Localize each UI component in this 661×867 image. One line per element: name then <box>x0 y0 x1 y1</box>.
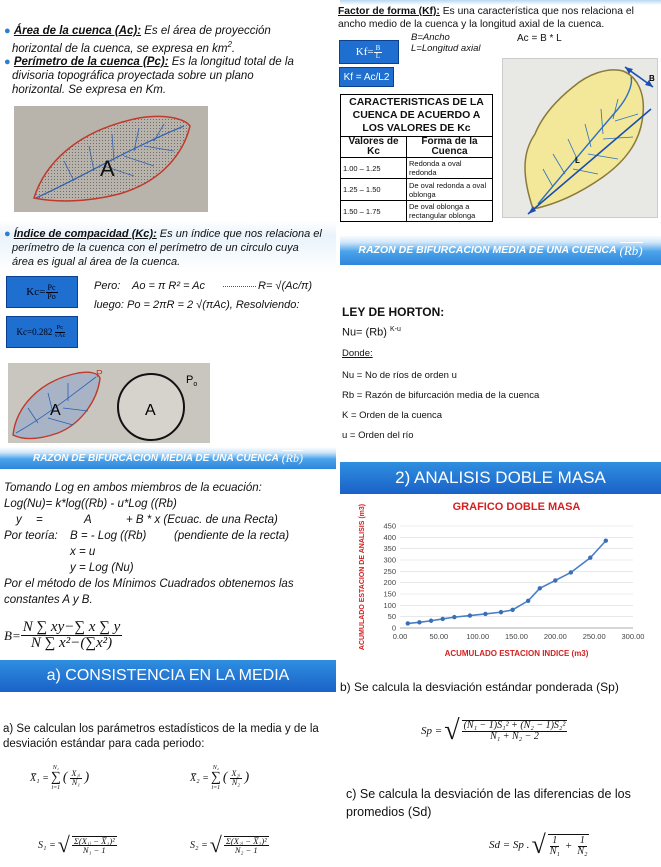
sd-line1: c) Se calcula la desviación de las diferencias de los <box>346 787 631 801</box>
sd-d2: N₂ <box>577 845 588 857</box>
data-point <box>569 570 573 574</box>
sd-radicand <box>548 834 590 857</box>
kc-table <box>340 136 493 222</box>
doble-masa-banner: 2) ANALISIS DOBLE MASA <box>340 462 661 494</box>
data-point <box>468 613 472 617</box>
list-item: Nu = No de ríos de orden u <box>342 370 457 381</box>
bullet-icon: ● <box>4 228 11 240</box>
kf-num: B <box>375 43 381 52</box>
table-header: Forma de la Cuenca <box>407 137 493 158</box>
razon-right-banner-text: RAZON DE BIFURCACION MEDIA DE UNA CUENCA <box>358 244 617 256</box>
nu-text: Nu= (Rb) <box>342 326 387 339</box>
perimetro-text3: horizontal. Se expresa en Km. <box>12 84 167 96</box>
paren-icon: ) <box>244 770 250 785</box>
x2-bot: i=1 <box>211 785 221 791</box>
line-a: A <box>84 514 92 526</box>
sqrt-icon: √ <box>531 830 546 859</box>
sp-text: b) Se calcula la desviación estándar ponderada (Sp) <box>340 680 619 694</box>
x1-den: N₁ <box>71 777 81 787</box>
bullet-icon: ● <box>4 56 11 68</box>
area-text1: Es el área de proyección <box>141 25 271 37</box>
x2-sum <box>211 765 221 791</box>
kc-den: Po <box>47 291 56 301</box>
razon-left-banner <box>0 447 336 469</box>
list-item: u = Orden del río <box>342 430 414 441</box>
leaf-area-label: A <box>100 156 115 181</box>
paren-icon: ( <box>62 770 68 785</box>
chart-svg <box>340 494 661 664</box>
area-text2: horizontal de la cuenca, se expresa en km <box>12 42 228 55</box>
s2-formula <box>190 832 269 858</box>
line-rest: + B * x (Ecuac. de una Recta) <box>126 514 278 526</box>
x-tick-label: 200.00 <box>543 632 567 641</box>
x-tick-label: 50.00 <box>429 632 449 641</box>
kf-fraction <box>374 45 383 60</box>
data-point <box>499 610 503 614</box>
b-num: N ∑ xy−∑ x ∑ y <box>22 619 121 635</box>
kf-den: L <box>375 51 381 60</box>
data-point <box>441 617 445 621</box>
line-equation <box>4 512 334 528</box>
x2-lhs: X̅₂ = <box>190 772 209 784</box>
kf-formula-box <box>339 40 399 64</box>
forma-text2: ancho medio de la cuenca y la longitud axial de la cuenca. <box>338 19 605 30</box>
table-row <box>341 158 493 179</box>
kc-table-wrap <box>340 94 493 222</box>
luego-formula: luego: Po = 2πR = 2 √(πAc), Resolviendo: <box>94 299 300 311</box>
ao-formula: Ao = π R² = Ac <box>132 280 205 292</box>
kc2-den: √Ac <box>54 331 66 339</box>
forma-defs <box>411 32 480 54</box>
paren-icon: ( <box>222 770 228 785</box>
kc-lhs: Kc= <box>26 286 46 298</box>
sp-den: N₁ + N₂ − 2 <box>490 731 539 742</box>
forma-title: Factor de forma (Kf): <box>338 6 440 17</box>
b-definition: B=Ancho <box>411 32 450 43</box>
teoria-note: (pendiente de la recta) <box>174 530 290 542</box>
perimetro-text1: Es la longitud total de la <box>168 56 294 68</box>
x-tick-label: 0.00 <box>392 632 408 641</box>
table-cell: Redonda a oval redonda <box>407 158 493 179</box>
sqrt-icon: √ <box>57 832 70 857</box>
s2-lhs: S₂ = <box>190 839 208 851</box>
perimetro-title: Perímetro de la cuenca (Pc): <box>13 56 169 68</box>
kc-title-line: CARACTERISTICAS DE LA <box>349 96 484 108</box>
circle-a1-label: A <box>50 402 61 419</box>
data-point <box>588 556 592 560</box>
compacidad-definition <box>4 227 334 269</box>
circle-p-label: P <box>96 369 103 380</box>
leaf-circle-icon <box>8 363 210 443</box>
data-point <box>452 615 456 619</box>
table-row <box>341 201 493 222</box>
table-cell: 1.00 – 1.25 <box>341 158 407 179</box>
x2-top: N₂ <box>212 765 219 771</box>
kc-table-title <box>340 94 493 136</box>
y-tick-label: 450 <box>383 521 396 531</box>
data-point <box>510 608 514 612</box>
forma-text1: Es una característica que nos relaciona el <box>439 6 634 17</box>
log-intro: Tomando Log en ambos miembros de la ecuación: <box>4 482 262 494</box>
bullet-icon: ● <box>4 25 11 37</box>
r-formula: R= √(Ac/π) <box>258 280 313 292</box>
doble-masa-chart <box>340 494 661 664</box>
b-formula <box>4 620 122 651</box>
table-cell: 1.50 – 1.75 <box>341 201 407 222</box>
area-definition <box>4 24 334 56</box>
compacidad-text2: perímetro de la cuenca con el perímetro de un circulo cuya <box>12 242 299 254</box>
log-equation: Log(Nu)= k*log((Rb) - u*Log ((Rb) <box>4 498 177 510</box>
consistencia-text <box>3 722 337 752</box>
b-lhs: B= <box>4 627 21 643</box>
consistencia-banner: a) CONSISTENCIA EN LA MEDIA <box>0 660 336 692</box>
razon-right-banner <box>340 235 661 265</box>
pero-label: Pero: <box>94 280 121 292</box>
y-tick-label: 0 <box>391 623 396 633</box>
compacidad-text3: área es igual al área de la cuenca. <box>12 256 181 268</box>
data-point <box>538 586 542 590</box>
consistencia-line1: a) Se calculan los parámetros estadísticos de la media y de la <box>3 723 319 735</box>
kc2-fraction <box>52 325 67 339</box>
data-point <box>483 612 487 616</box>
b-fraction <box>21 620 123 651</box>
donde-label: Donde: <box>342 348 373 359</box>
area-sup: 2 <box>227 40 232 49</box>
area-end: . <box>231 42 236 55</box>
sqrt-icon: √ <box>444 715 460 746</box>
data-point <box>604 539 608 543</box>
table-row <box>341 179 493 201</box>
sigma-icon: ∑ <box>210 770 221 785</box>
x-tick-label: 100.00 <box>466 632 490 641</box>
sd-text <box>346 785 631 821</box>
y-tick-label: 300 <box>383 555 396 565</box>
x2-den: N₂ <box>231 777 241 787</box>
kc-title-line: LOS VALORES DE Kc <box>362 122 471 134</box>
sd-lhs: Sd = Sp . <box>489 839 530 851</box>
line-y: y <box>16 514 22 526</box>
circle-po-label: $P_o$ <box>186 374 198 388</box>
list-item: Rb = Razón de bifurcación media de la cuenca <box>342 390 540 401</box>
x-tick-label: 150.00 <box>505 632 528 641</box>
s2-num: Σ(X₂ᵢ − X̅₂)² <box>225 835 267 846</box>
leaf-watershed-icon <box>14 106 208 212</box>
data-point <box>406 621 410 625</box>
ac-formula: Ac = B * L <box>517 33 562 44</box>
sp-lhs: Sp = <box>421 725 443 737</box>
map-l-label: L <box>575 156 580 165</box>
y-tick-label: 100 <box>383 600 396 610</box>
y-tick-label: 150 <box>383 589 396 599</box>
dotted-leader <box>223 286 256 287</box>
circle-photo <box>8 363 210 443</box>
watershed-map <box>502 58 658 218</box>
x-equation: x = u <box>70 546 96 558</box>
leaf-photo <box>14 106 208 212</box>
kf-area-box: Kf = Ac/L2 <box>339 67 394 87</box>
y-tick-label: 200 <box>383 578 396 588</box>
sp-frac <box>462 720 568 742</box>
table-cell: De oval oblonga a rectangular oblonga <box>407 201 493 222</box>
x1-sum <box>51 765 61 791</box>
x1-num: X₁ᵢ <box>71 768 81 778</box>
kc-num: Pc <box>47 282 56 292</box>
kc-formula-box <box>6 276 78 308</box>
consistencia-line2: desviación estándar para cada periodo: <box>3 738 205 750</box>
kc2-formula-box <box>6 316 78 348</box>
x-tick-label: 300.00 <box>621 632 645 641</box>
x1-bot: i=1 <box>51 785 61 791</box>
series-line <box>408 541 606 624</box>
teoria-line <box>4 528 334 544</box>
area-title: Área de la cuenca (Ac): <box>13 25 142 37</box>
table-header: Valores de Kc <box>341 137 407 158</box>
razon-right-rb: (Rb) <box>619 242 643 258</box>
nu-formula <box>342 326 401 339</box>
s1-formula <box>38 832 117 858</box>
compacidad-title: Índice de compacidad (Kc): <box>13 228 157 240</box>
sd-frac2 <box>575 836 589 857</box>
kc2-lhs: Kc=0.282 <box>16 327 53 337</box>
x2-frac <box>230 770 243 787</box>
y-equation: y = Log (Nu) <box>70 562 134 574</box>
sigma-icon: ∑ <box>50 770 61 785</box>
forma-definition <box>338 5 660 31</box>
mc-line2: constantes A y B. <box>4 594 93 606</box>
watershed-map-icon <box>503 59 659 219</box>
y-tick-label: 400 <box>383 532 396 542</box>
x1-top: N₁ <box>52 765 59 771</box>
perimetro-text2: divisoria topográfica proyectada sobre un plano <box>12 70 254 82</box>
b-den: N ∑ x²−(∑x²) <box>30 635 113 651</box>
sp-num: (N₁ − 1)S₁² + (N₂ − 1)S₂² <box>463 720 566 731</box>
table-cell: De oval redonda a oval oblonga <box>407 179 493 201</box>
s1-frac <box>72 836 117 855</box>
circle-a2-label: A <box>145 402 156 419</box>
kc-title-line: CUENCA DE ACUERDO A <box>352 109 481 121</box>
x-tick-label: 250.00 <box>582 632 606 641</box>
data-point <box>553 578 557 582</box>
razon-left-body <box>4 480 334 608</box>
list-item: K = Orden de la cuenca <box>342 410 443 421</box>
nu-sup: K-u <box>390 326 401 333</box>
kc-fraction <box>45 284 57 301</box>
chart-title: GRAFICO DOBLE MASA <box>452 501 581 513</box>
sp-formula <box>421 715 567 747</box>
horton-definitions <box>342 366 539 446</box>
sd-n1: 1 <box>552 834 558 846</box>
sqrt-icon: √ <box>209 832 222 857</box>
table-cell: 1.25 – 1.50 <box>341 179 407 201</box>
x-axis-label: ACUMULADO ESTACION INDICE (m3) <box>444 649 589 658</box>
y-tick-label: 50 <box>387 612 396 622</box>
x1-formula <box>30 765 89 791</box>
teoria-label: Por teoría: <box>4 530 58 542</box>
perimetro-definition <box>4 55 334 97</box>
s1-num: Σ(X₁ᵢ − X̅₁)² <box>73 835 115 846</box>
map-b-label: B <box>649 74 655 83</box>
l-definition: L=Longitud axial <box>411 43 481 54</box>
y-axis-label: ACUMULADO ESTACION DE ANALISIS (m3) <box>359 503 366 651</box>
ley-horton-title: LEY DE HORTON: <box>342 305 445 319</box>
table-header-row <box>341 137 493 158</box>
razon-left-rb: (Rb) <box>281 451 304 465</box>
razon-left-banner-text: RAZON DE BIFURCACION MEDIA DE UNA CUENCA <box>32 452 279 464</box>
kf-lhs: Kf= <box>355 46 374 58</box>
sd-frac1 <box>548 836 562 857</box>
teoria-b: B = - Log ((Rb) <box>70 530 147 542</box>
x1-frac <box>70 770 83 787</box>
sd-plus: + <box>564 840 573 852</box>
s1-den: N₁ − 1 <box>82 845 106 855</box>
sd-formula <box>489 830 589 860</box>
data-point <box>429 619 433 623</box>
x1-lhs: X̅₁ = <box>30 772 49 784</box>
y-tick-label: 350 <box>383 544 396 554</box>
s1-lhs: S₁ = <box>38 839 56 851</box>
x2-formula <box>190 765 249 791</box>
x2-num: X₂ᵢ <box>231 768 241 778</box>
sd-line2: promedios (Sd) <box>346 805 432 819</box>
s2-frac <box>224 836 269 855</box>
s2-den: N₂ − 1 <box>234 845 258 855</box>
mc-line1: Por el método de los Mínimos Cuadrados obtenemos las <box>4 578 294 590</box>
data-point <box>526 599 530 603</box>
sd-n2: 1 <box>579 834 585 846</box>
sd-d1: N₁ <box>549 845 560 857</box>
y-tick-label: 250 <box>383 566 396 576</box>
compacidad-text1: Es un índice que nos relaciona el <box>156 228 322 240</box>
kc2-num: Pc <box>56 324 64 331</box>
paren-icon: ) <box>84 770 90 785</box>
line-eq: = <box>36 514 43 526</box>
data-point <box>417 620 421 624</box>
